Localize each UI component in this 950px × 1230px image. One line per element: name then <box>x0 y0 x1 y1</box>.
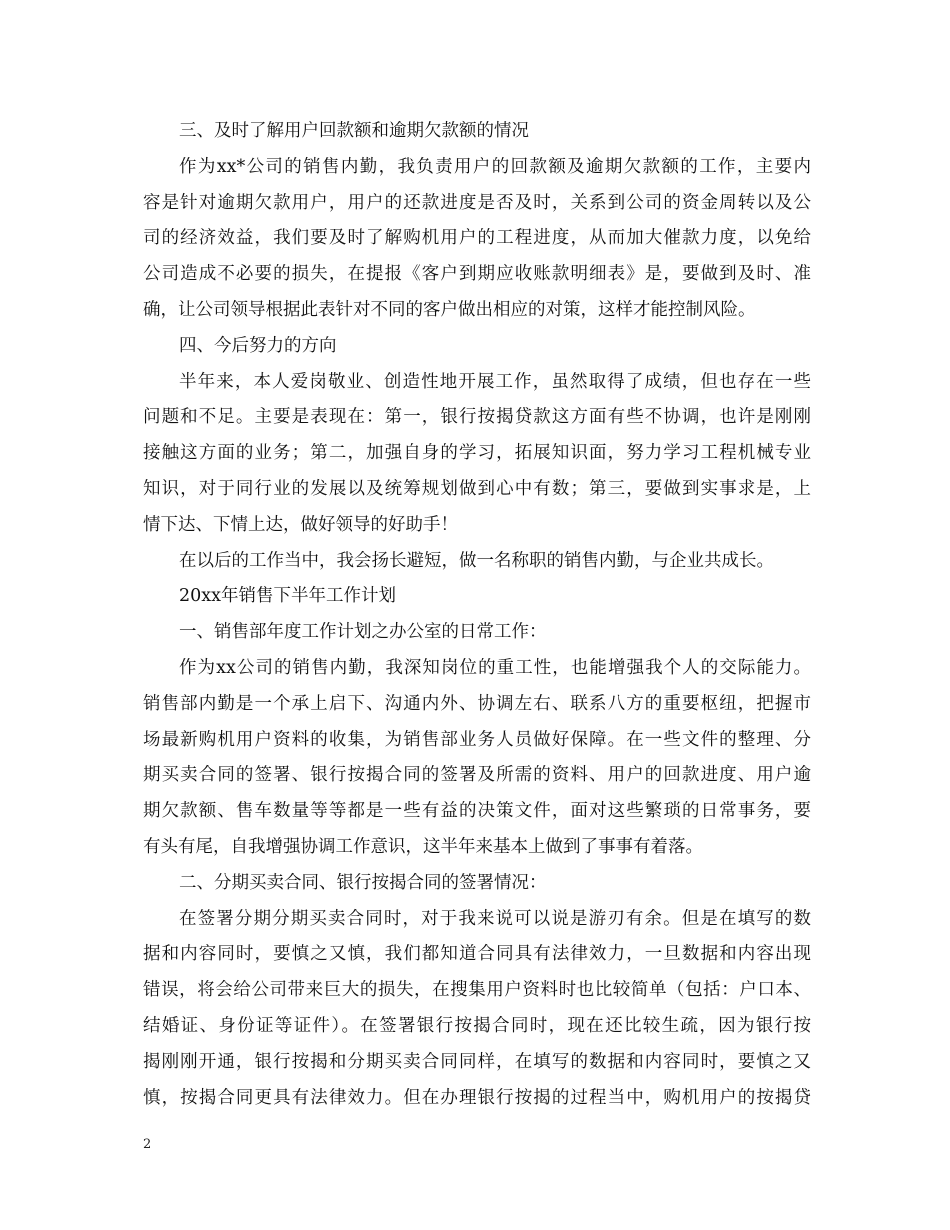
text-line: 据和内容同时，要慎之又慎，我们都知道合同具有法律效力，一旦数据和内容出现 <box>143 944 811 965</box>
text-line: 作为xx*公司的销售内勤，我负责用户的回款额及逾期欠款额的工作，主要内 <box>179 156 811 177</box>
text-line: 问题和不足。主要是表现在：第一，银行按揭贷款这方面有些不协调，也许是刚刚 <box>143 407 811 428</box>
text-line: 期欠款额、售车数量等等都是一些有益的决策文件，面对这些繁琐的日常事务，要 <box>143 801 811 822</box>
text-line: 半年来，本人爱岗敬业、创造性地开展工作，虽然取得了成绩，但也存在一些 <box>179 371 811 392</box>
text-line: 情下达、下情上达，做好领导的好助手！ <box>143 514 458 535</box>
body-text <box>143 114 811 1116</box>
text-line: 销售部内勤是一个承上启下、沟通内外、协调左右、联系八方的重要枢纽，把握市 <box>143 693 811 714</box>
text-line: 一、销售部年度工作计划之办公室的日常工作： <box>179 622 547 643</box>
text-line: 慎，按揭合同更具有法律效力。但在办理银行按揭的过程当中，购机用户的按揭贷 <box>143 1087 811 1108</box>
text-line: 确，让公司领导根据此表针对不同的客户做出相应的对策，这样才能控制风险。 <box>143 299 756 320</box>
text-line: 作为xx公司的销售内勤，我深知岗位的重工性，也能增强我个人的交际能力。 <box>179 657 811 678</box>
text-line: 接触这方面的业务；第二，加强自身的学习，拓展知识面，努力学习工程机械专业 <box>143 443 811 464</box>
text-line: 容是针对逾期欠款用户，用户的还款进度是否及时，关系到公司的资金周转以及公 <box>143 192 811 213</box>
text-line: 结婚证、身份证等证件）。在签署银行按揭合同时，现在还比较生疏，因为银行按 <box>143 1015 811 1036</box>
text-line: 公司造成不必要的损失，在提报《客户到期应收账款明细表》是，要做到及时、准 <box>143 264 811 285</box>
text-line: 20xx年销售下半年工作计划 <box>179 586 397 607</box>
text-line: 在以后的工作当中，我会扬长避短，做一名称职的销售内勤，与企业共成长。 <box>179 550 774 571</box>
text-line: 二、分期买卖合同、银行按揭合同的签署情况： <box>179 872 547 893</box>
text-line: 场最新购机用户资料的收集，为销售部业务人员做好保障。在一些文件的整理、分 <box>143 729 811 750</box>
text-line: 揭刚刚开通，银行按揭和分期买卖合同同样，在填写的数据和内容同时，要慎之又 <box>143 1051 811 1072</box>
text-line: 四、今后努力的方向 <box>179 335 337 356</box>
text-line: 在签署分期分期买卖合同时，对于我来说可以说是游刃有余。但是在填写的数 <box>179 908 811 929</box>
text-line: 司的经济效益，我们要及时了解购机用户的工程进度，从而加大催款力度，以免给 <box>143 228 811 249</box>
text-line: 期买卖合同的签署、银行按揭合同的签署及所需的资料、用户的回款进度、用户逾 <box>143 765 811 786</box>
text-line: 有头有尾，自我增强协调工作意识，这半年来基本上做到了事事有着落。 <box>143 836 703 857</box>
page-number: 2 <box>143 1137 152 1152</box>
text-line: 三、及时了解用户回款额和逾期欠款额的情况 <box>179 121 529 141</box>
text-line: 错误，将会给公司带来巨大的损失，在搜集用户资料时也比较简单（包括：户口本、 <box>143 980 811 1001</box>
text-line: 知识，对于同行业的发展以及统筹规划做到心中有数；第三，要做到实事求是，上 <box>143 478 811 499</box>
